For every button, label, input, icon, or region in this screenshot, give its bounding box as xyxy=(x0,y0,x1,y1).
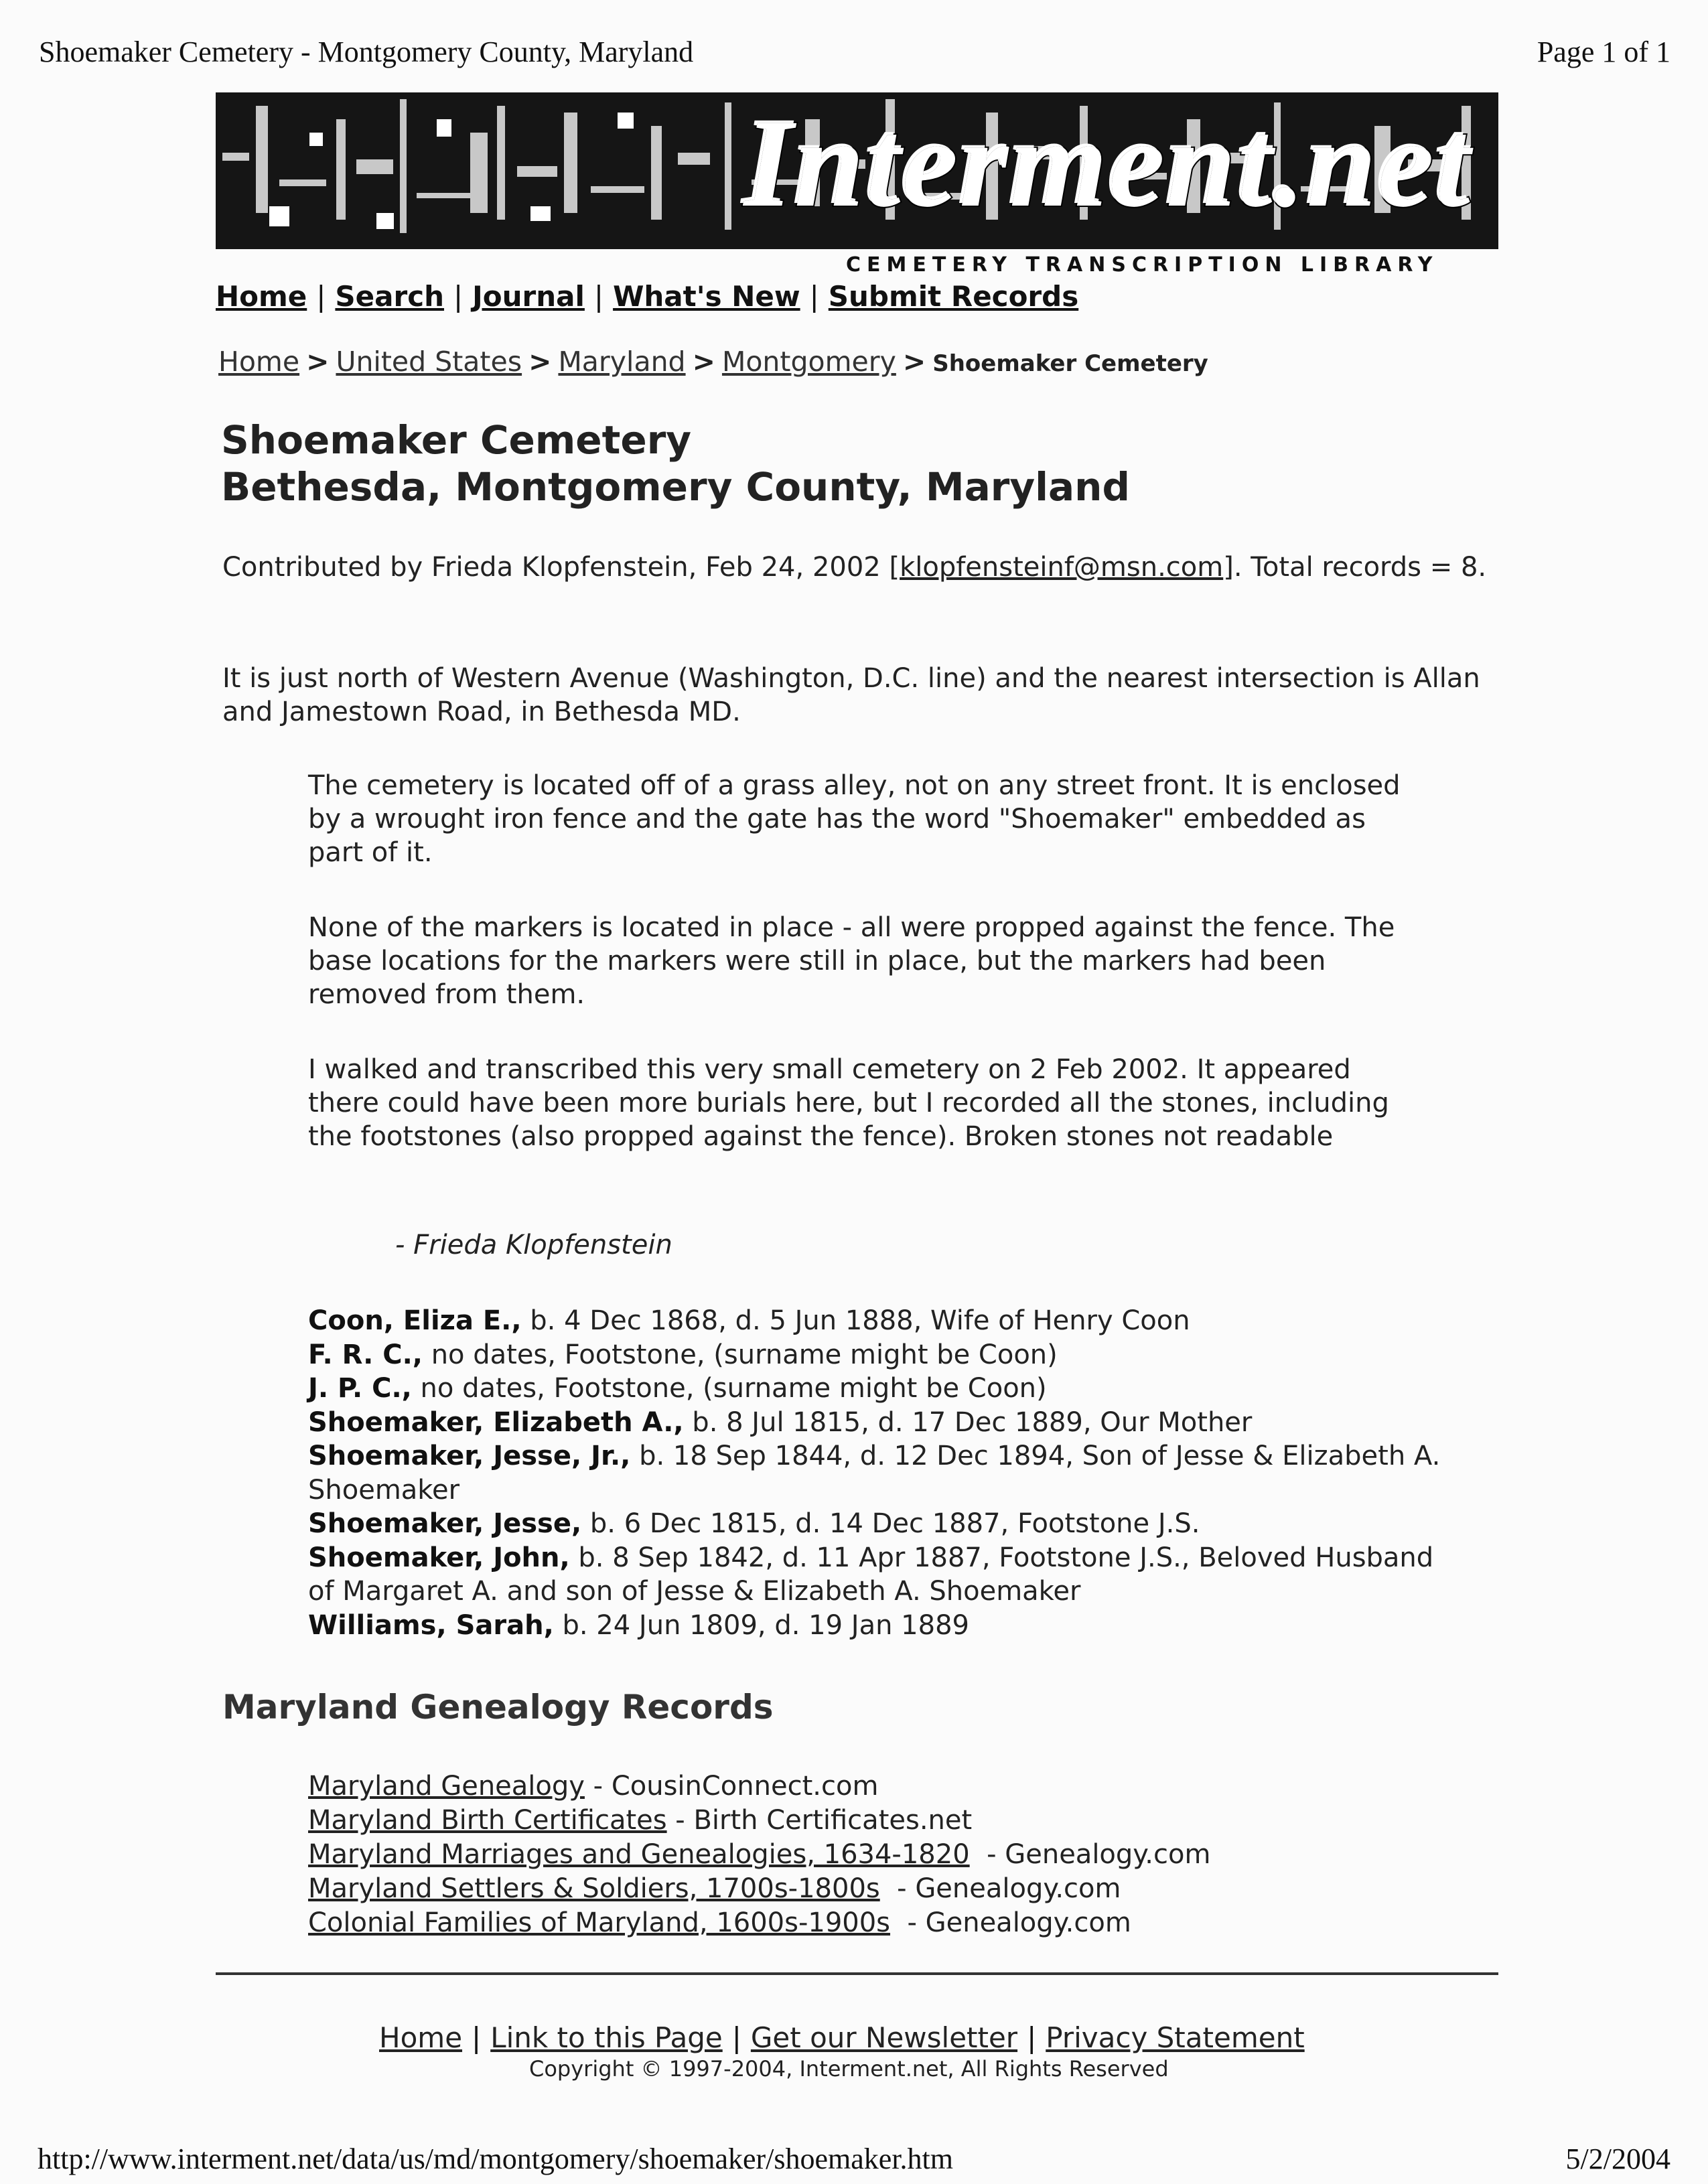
genealogy-link[interactable]: Maryland Birth Certificates xyxy=(308,1805,667,1836)
contribution-line xyxy=(222,551,1495,584)
nav-whats-new-link[interactable]: What's New xyxy=(613,280,800,313)
genealogy-link-item xyxy=(308,1804,1210,1838)
footer-separator: | xyxy=(472,2021,482,2054)
genealogy-link-source: - Genealogy.com xyxy=(879,1873,1121,1904)
record-details: no dates, Footstone, (surname might be Coon) xyxy=(411,1373,1047,1404)
site-banner[interactable] xyxy=(216,92,1498,249)
nav-separator: | xyxy=(809,280,819,313)
burial-record xyxy=(308,1439,1460,1507)
footer-navigation xyxy=(379,2021,1305,2054)
page-title-cemetery: Shoemaker Cemetery xyxy=(221,417,692,463)
record-details: b. 8 Sep 1842, d. 11 Apr 1887, Footstone J.S., Beloved Husband of Margaret A. and son of Jesse & Elizabeth A. Shoemaker xyxy=(308,1542,1434,1607)
quote-paragraph: The cemetery is located off of a grass alley, not on any street front. It is enclosed by a wrought iron fence and the gate has the word "Shoemaker" embedded as part of it. xyxy=(308,770,1401,868)
print-header-title: Shoemaker Cemetery - Montgomery County, Maryland xyxy=(39,35,694,68)
genealogy-link[interactable]: Maryland Genealogy xyxy=(308,1771,585,1802)
nav-journal-link[interactable]: Journal xyxy=(472,280,585,313)
page-title-location: Bethesda, Montgomery County, Maryland xyxy=(221,464,1130,510)
burial-records-list xyxy=(308,1304,1460,1642)
breadcrumb-maryland-link[interactable]: Maryland xyxy=(558,346,686,378)
breadcrumb-arrow: > xyxy=(692,346,715,378)
breadcrumb-arrow: > xyxy=(306,346,330,378)
contribution-prefix: Contributed by Frieda Klopfenstein, Feb 24, 2002 [ xyxy=(222,552,900,583)
genealogy-link-source: - Birth Certificates.net xyxy=(666,1805,973,1836)
footer-divider xyxy=(216,1972,1498,1975)
breadcrumb xyxy=(218,346,1208,378)
top-navigation xyxy=(216,280,1078,313)
record-name: Shoemaker, Jesse, Jr., xyxy=(308,1441,631,1471)
record-name: Shoemaker, John, xyxy=(308,1542,570,1573)
footer-separator: | xyxy=(731,2021,741,2054)
print-header-page-number: Page 1 of 1 xyxy=(1537,35,1670,68)
genealogy-link-item xyxy=(308,1838,1210,1872)
genealogy-link-source: - Genealogy.com xyxy=(890,1907,1131,1938)
contributor-email-link[interactable]: klopfensteinf@msn.com xyxy=(900,552,1224,583)
burial-record xyxy=(308,1338,1460,1372)
quote-signature: - Frieda Klopfenstein xyxy=(395,1230,672,1260)
page-title xyxy=(221,417,1130,510)
record-details: b. 6 Dec 1815, d. 14 Dec 1887, Footstone J.S. xyxy=(581,1508,1200,1539)
print-footer-url: http://www.interment.net/data/us/md/montgomery/shoemaker/shoemaker.htm xyxy=(38,2142,953,2175)
burial-record xyxy=(308,1609,1460,1643)
breadcrumb-montgomery-link[interactable]: Montgomery xyxy=(721,346,896,378)
genealogy-link-source: - CousinConnect.com xyxy=(584,1771,879,1802)
record-name: Shoemaker, Elizabeth A., xyxy=(308,1406,684,1438)
breadcrumb-united-states-link[interactable]: United States xyxy=(336,346,522,378)
burial-record xyxy=(308,1304,1460,1338)
breadcrumb-current-page: Shoemaker Cemetery xyxy=(932,350,1208,377)
footer-home-link[interactable]: Home xyxy=(379,2021,463,2054)
record-name: F. R. C., xyxy=(308,1339,423,1370)
nav-home-link[interactable]: Home xyxy=(216,280,307,313)
footer-newsletter-link[interactable]: Get our Newsletter xyxy=(750,2021,1018,2054)
record-name: J. P. C., xyxy=(308,1373,412,1404)
nav-separator: | xyxy=(593,280,604,313)
quote-paragraph: I walked and transcribed this very small cemetery on 2 Feb 2002. It appeared there could have been more burials here, but I recorded all the stones, including the footstones (also propped against the fence). Broken stones not readable xyxy=(308,1054,1389,1152)
contribution-suffix: ]. Total records = 8. xyxy=(1223,552,1487,583)
breadcrumb-arrow: > xyxy=(902,346,926,378)
copyright-notice: Copyright © 1997-2004, Interment.net, All Rights Reserved xyxy=(529,2056,1169,2082)
record-name: Shoemaker, Jesse, xyxy=(308,1508,582,1539)
genealogy-link-item xyxy=(308,1906,1210,1940)
record-details: b. 18 Sep 1844, d. 12 Dec 1894, Son of Jesse & Elizabeth A. Shoemaker xyxy=(308,1441,1441,1506)
burial-record xyxy=(308,1372,1460,1406)
nav-separator: | xyxy=(453,280,464,313)
record-details: b. 24 Jun 1809, d. 19 Jan 1889 xyxy=(553,1609,969,1641)
location-description: It is just north of Western Avenue (Washington, D.C. line) and the nearest intersection is Allan and Jamestown Road, in Bethesda MD. xyxy=(222,663,1480,727)
genealogy-link-source: - Genealogy.com xyxy=(969,1839,1211,1870)
footer-separator: | xyxy=(1027,2021,1037,2054)
genealogy-link[interactable]: Maryland Marriages and Genealogies, 1634-1820 xyxy=(308,1839,970,1870)
breadcrumb-arrow: > xyxy=(528,346,552,378)
record-details: b. 8 Jul 1815, d. 17 Dec 1889, Our Mother xyxy=(683,1406,1253,1438)
genealogy-link[interactable]: Colonial Families of Maryland, 1600s-1900s xyxy=(308,1907,891,1938)
burial-record xyxy=(308,1541,1460,1609)
genealogy-link[interactable]: Maryland Settlers & Soldiers, 1700s-1800s xyxy=(308,1873,880,1904)
genealogy-link-item xyxy=(308,1872,1210,1906)
quote-paragraph: None of the markers is located in place - all were propped against the fence. The base locations for the markers were still in place, but the markers had been removed from them. xyxy=(308,912,1395,1010)
banner-tagline: CEMETERY TRANSCRIPTION LIBRARY xyxy=(846,253,1439,277)
genealogy-links-list xyxy=(308,1769,1210,1940)
nav-separator: | xyxy=(316,280,326,313)
footer-privacy-link[interactable]: Privacy Statement xyxy=(1046,2021,1305,2054)
burial-record xyxy=(308,1406,1460,1440)
nav-search-link[interactable]: Search xyxy=(335,280,445,313)
record-name: Williams, Sarah, xyxy=(308,1609,554,1641)
record-name: Coon, Eliza E., xyxy=(308,1305,522,1336)
footer-link-to-page[interactable]: Link to this Page xyxy=(490,2021,723,2054)
nav-submit-records-link[interactable]: Submit Records xyxy=(828,280,1079,313)
burial-record xyxy=(308,1507,1460,1541)
breadcrumb-home-link[interactable]: Home xyxy=(218,346,300,378)
interment-net-logo[interactable]: Interment.net xyxy=(743,93,1472,233)
genealogy-heading: Maryland Genealogy Records xyxy=(222,1688,774,1727)
print-footer-date: 5/2/2004 xyxy=(1565,2142,1670,2175)
record-details: b. 4 Dec 1868, d. 5 Jun 1888, Wife of Henry Coon xyxy=(521,1305,1190,1336)
genealogy-link-item xyxy=(308,1769,1210,1804)
record-details: no dates, Footstone, (surname might be Coon) xyxy=(422,1339,1058,1370)
